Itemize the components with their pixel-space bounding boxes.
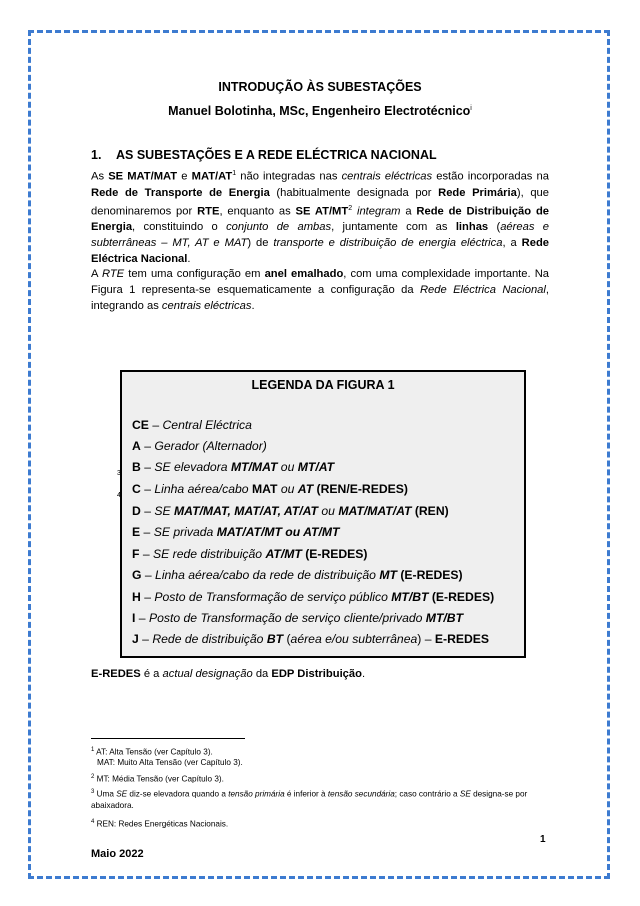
legend-item-ce: CE – Central Eléctrica (132, 418, 252, 432)
legend-item-j: J – Rede de distribuição BT (aérea e/ou subterrânea) – E-REDES (132, 632, 490, 646)
legend-item-c: C – Linha aérea/cabo MAT ou AT (REN/E-REDES) (132, 482, 408, 496)
eredes-note: E-REDES é a actual designação da EDP Distribuição. (91, 668, 366, 680)
legend-item-d: D – SE MAT/MAT, MAT/AT, AT/AT ou MAT/MAT/AT (REN) (132, 504, 449, 518)
legend-item-b: B – SE elevadora MT/MAT ou MT/AT (132, 460, 335, 474)
section-number: 1. (91, 148, 102, 162)
footnote-3: $^3$ Uma SE diz-se elevadora quando a tensão primária é inferior à tensão secundária; caso contrário a SE designa-se por abaixadora. (91, 789, 528, 810)
margin-footnote-ref-4[interactable]: 4 (117, 492, 121, 499)
margin-footnote-ref-3[interactable]: 3 (117, 470, 121, 477)
footer-date: Maio 2022 (91, 848, 144, 860)
legend-item-e: E – SE privada MAT/AT/MT ou AT/MT (132, 525, 340, 539)
author-endnote-mark[interactable]: i (470, 104, 472, 112)
footnote-ref-2[interactable]: 2 (348, 204, 353, 212)
figure-legend-box (120, 370, 526, 658)
legend-item-f: F – SE rede distribuição AT/MT (E-REDES) (132, 547, 368, 561)
author-name: Manuel Bolotinha, MSc, Engenheiro Electrotécnico (168, 104, 471, 118)
footnote-4: $^4$ REN: Redes Energéticas Nacionais. (91, 819, 229, 829)
section-heading (91, 148, 437, 162)
section-title: AS SUBESTAÇÕES E A REDE ELÉCTRICA NACIONAL (116, 148, 437, 162)
legend-title: LEGENDA DA FIGURA 1 (251, 378, 395, 392)
document-title: INTRODUÇÃO ÀS SUBESTAÇÕES (218, 80, 422, 94)
footnote-1-line2: MAT: Muito Alta Tensão (ver Capítulo 3). (97, 758, 243, 767)
legend-item-i: I – Posto de Transformação de serviço cliente/privado MT/BT (132, 611, 464, 625)
page-number: 1 (540, 834, 546, 845)
footnote-ref-1[interactable]: 1 (232, 170, 237, 177)
footnote-separator (91, 738, 245, 739)
footnote-1: $^1$ AT: Alta Tensão (ver Capítulo 3). (91, 747, 213, 757)
legend-item-h: H – Posto de Transformação de serviço público MT/BT (E-REDES) (132, 590, 495, 604)
paragraph-1: As SE MAT/MAT e MAT/$AT^1$ não integradas nas centrais eléctricas estão incorporadas na Rede de Transporte de Energia (habitualmente designada por Rede Primária), que denominaremos por RTE, enquanto as SE $AT/MT^2$ integram a Rede de Distribuição de Energia, constituindo o conjunto de ambas, juntamente com as linhas (aéreas e subterrâneas – MT, AT e MAT) de transporte e distribuição de energia eléctrica, a Rede Eléctrica Nacional. (91, 170, 550, 266)
legend-item-g: G – Linha aérea/cabo da rede de distribuição MT (E-REDES) (132, 568, 463, 582)
author-line (0, 104, 640, 118)
paragraph-2: A RTE tem uma configuração em anel emalhado, com uma complexidade importante. Na Figura 1 representa-se esquematicamente a configuração da Rede Eléctrica Nacional, integrando as centrais eléctricas. (91, 268, 550, 312)
footnote-2: $^2$ MT: Média Tensão (ver Capítulo 3). (91, 774, 224, 784)
legend-item-a: A – Gerador (Alternador) (132, 439, 267, 453)
